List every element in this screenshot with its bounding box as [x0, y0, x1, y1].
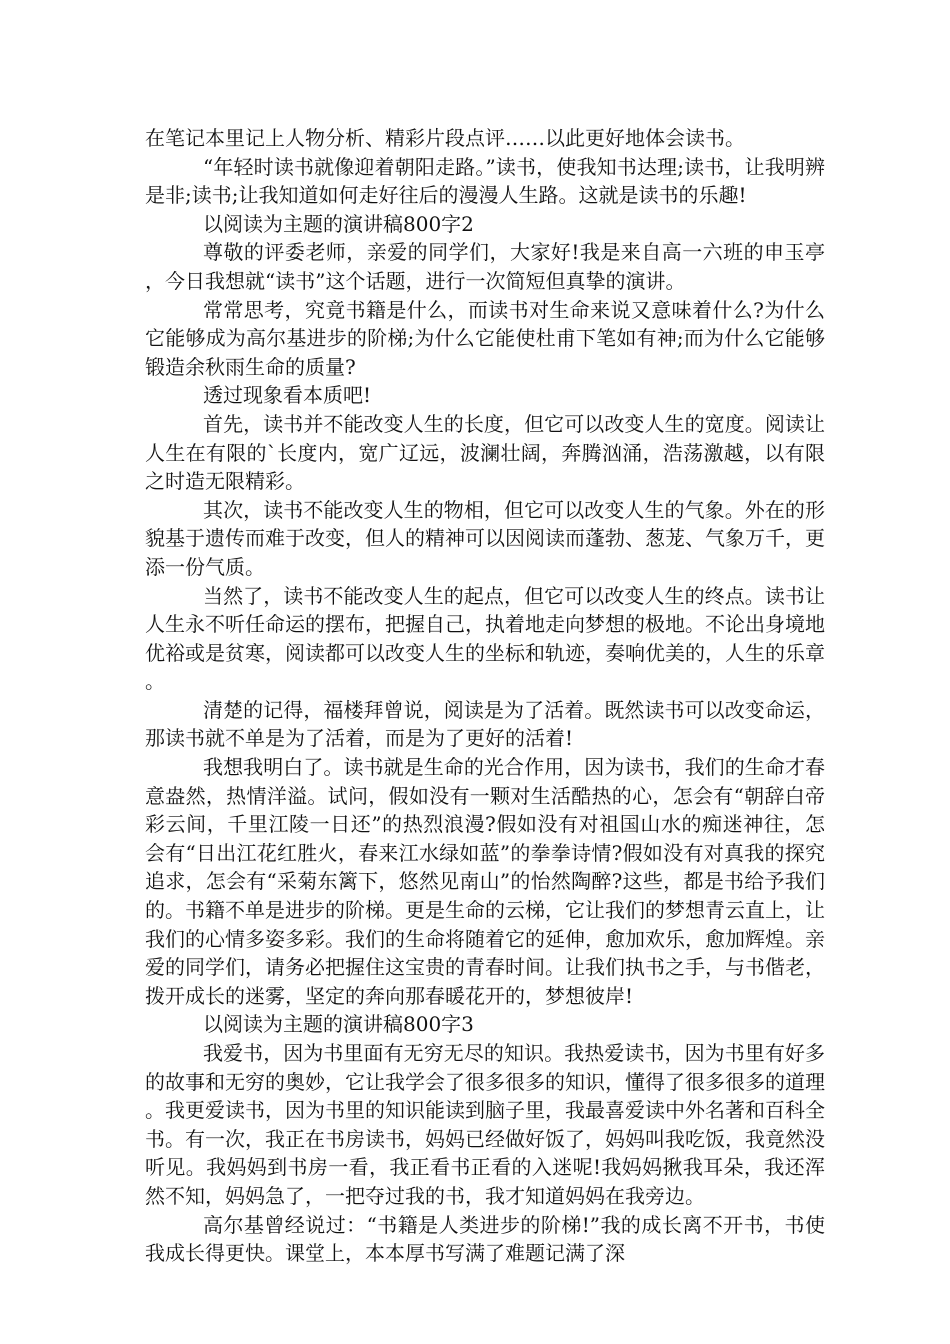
paragraph: “年轻时读书就像迎着朝阳走路。”读书，使我知书达理;读书，让我明辨是非;读书;让我知道如何走好往后的漫漫人生路。这就是读书的乐趣!	[145, 154, 825, 208]
paragraph: 高尔基曾经说过：“书籍是人类进步的阶梯!”我的成长离不开书，书使我成长得更快。课堂上，本本厚书写满了难题记满了深	[145, 1212, 825, 1266]
paragraph: 清楚的记得，福楼拜曾说，阅读是为了活着。既然读书可以改变命运，那读书就不单是为了活着，而是为了更好的活着!	[145, 697, 825, 751]
paragraph: 我想我明白了。读书就是生命的光合作用，因为读书，我们的生命才春意盎然，热情洋溢。试问，假如没有一颗对生活酷热的心，怎会有“朝辞白帝彩云间，千里江陵一日还”的热烈浪漫?假如没有对祖国山水的痴迷神往，怎会有“日出江花红胜火，春来江水绿如蓝”的拳拳诗情?假如没有对真我的探究追求，怎会有“采菊东篱下，悠然见南山”的怡然陶醉?这些，都是书给予我们的。书籍不单是进步的阶梯。更是生命的云梯，它让我们的梦想青云直上，让我们的心情多姿多彩。我们的生命将随着它的延伸，愈加欢乐，愈加辉煌。亲爱的同学们，请务必把握住这宝贵的青春时间。让我们执书之手，与书偕老，拨开成长的迷雾，坚定的奔向那春暖花开的，梦想彼岸!	[145, 755, 825, 1008]
paragraph: 其次，读书不能改变人生的物相，但它可以改变人生的气象。外在的形貌基于遗传而难于改变，但人的精神可以因阅读而蓬勃、葱茏、气象万千，更添一份气质。	[145, 497, 825, 579]
document-body	[145, 124, 825, 1268]
paragraph: 透过现象看本质吧!	[203, 383, 372, 408]
paragraph: 首先，读书并不能改变人生的长度，但它可以改变人生的宽度。阅读让人生在有限的`长度内，宽广辽远，波澜壮阔，奔腾汹涌，浩荡激越，以有限之时造无限精彩。	[145, 411, 825, 494]
paragraph: 尊敬的评委老师，亲爱的同学们，大家好!我是来自高一六班的申玉亭，今日我想就“读书”这个话题，进行一次简短但真挚的演讲。	[145, 240, 825, 293]
paragraph: 在笔记本里记上人物分析、精彩片段点评……以此更好地体会读书。	[145, 126, 745, 150]
section-heading: 以阅读为主题的演讲稿800字2	[203, 211, 474, 236]
section-heading: 以阅读为主题的演讲稿800字3	[203, 1012, 474, 1037]
paragraph: 我爱书，因为书里面有无穷无尽的知识。我热爱读书，因为书里有好多的故事和无穷的奥妙，它让我学会了很多很多的知识，懂得了很多很多的道理。我更爱读书，因为书里的知识能读到脑子里，我最喜爱读中外名著和百科全书。有一次，我正在书房读书，妈妈已经做好饭了，妈妈叫我吃饭，我竟然没听见。我妈妈到书房一看，我正看书正看的入迷呢!我妈妈揪我耳朵，我还浑然不知，妈妈急了，一把夺过我的书，我才知道妈妈在我旁边。	[145, 1041, 825, 1208]
paragraph: 当然了，读书不能改变人生的起点，但它可以改变人生的终点。读书让人生永不听任命运的摆布，把握自己，执着地走向梦想的极地。不论出身境地优裕或是贫寒，阅读都可以改变人生的坐标和轨迹，奏响优美的，人生的乐章。	[145, 583, 825, 694]
paragraph: 常常思考，究竟书籍是什么，而读书对生命来说又意味着什么?为什么它能够成为高尔基进步的阶梯;为什么它能使杜甫下笔如有神;而为什么它能够锻造余秋雨生命的质量?	[145, 297, 825, 379]
